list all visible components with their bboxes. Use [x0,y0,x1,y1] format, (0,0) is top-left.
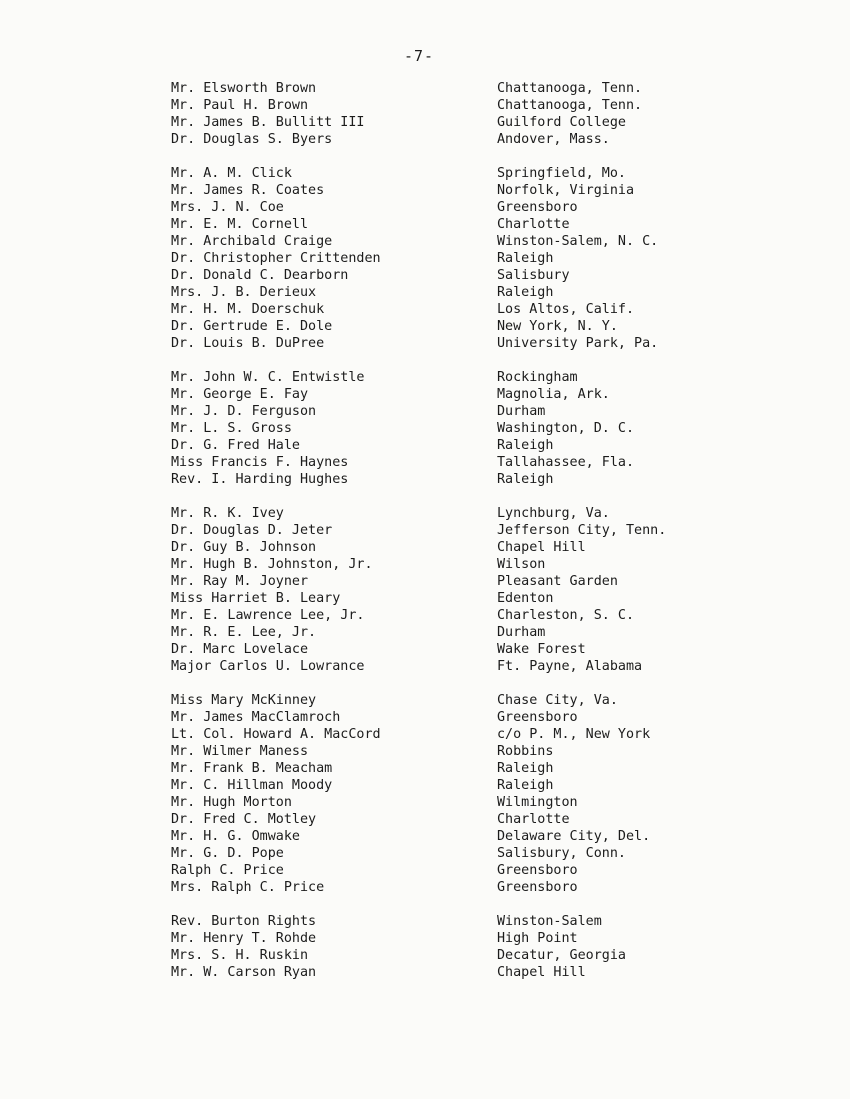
member-location: Salisbury, Conn. [497,846,626,861]
member-location: Wilson [497,557,546,572]
member-location: Decatur, Georgia [497,948,626,963]
member-location: c/o P. M., New York [497,727,651,742]
roster-entry [171,369,691,386]
member-location: Charlotte [497,217,570,232]
member-name: Mr. L. S. Gross [171,421,292,436]
member-location: Chattanooga, Tenn. [497,81,643,96]
member-name: Dr. G. Fred Hale [171,438,300,453]
roster-entry [171,862,691,879]
member-location: Raleigh [497,778,554,793]
roster-entry [171,539,691,556]
member-location: University Park, Pa. [497,336,659,351]
member-location: Chase City, Va. [497,693,618,708]
member-name: Mr. Hugh Morton [171,795,292,810]
roster-entry [171,573,691,590]
member-name: Mr. Henry T. Rohde [171,931,317,946]
member-name: Mr. John W. C. Entwistle [171,370,365,385]
member-name: Mr. James B. Bullitt III [171,115,365,130]
member-name: Major Carlos U. Lowrance [171,659,365,674]
member-name: Mrs. S. H. Ruskin [171,948,309,963]
roster-group [171,165,691,352]
roster-entry [171,947,691,964]
roster-entry [171,318,691,335]
roster-entry [171,811,691,828]
member-location: Chattanooga, Tenn. [497,98,643,113]
roster-group [171,505,691,675]
member-location: Chapel Hill [497,540,586,555]
roster-entry [171,97,691,114]
roster-group [171,913,691,981]
roster-entry [171,828,691,845]
roster-entry [171,420,691,437]
roster-entry [171,743,691,760]
member-location: Ft. Payne, Alabama [497,659,643,674]
member-name: Mr. Archibald Craige [171,234,333,249]
roster-entry [171,284,691,301]
member-location: Winston-Salem [497,914,602,929]
member-location: Greensboro [497,863,578,878]
member-name: Dr. Fred C. Motley [171,812,317,827]
member-location: Guilford College [497,115,626,130]
roster-entry [171,879,691,896]
member-name: Mr. Hugh B. Johnston, Jr. [171,557,373,572]
member-name: Mr. A. M. Click [171,166,292,181]
roster-entry [171,505,691,522]
roster-entry [171,556,691,573]
member-location: Andover, Mass. [497,132,610,147]
member-name: Mrs. J. N. Coe [171,200,284,215]
roster-entry [171,692,691,709]
roster-entry [171,471,691,488]
member-name: Rev. Burton Rights [171,914,317,929]
member-name: Mr. H. M. Doerschuk [171,302,325,317]
member-location: Magnolia, Ark. [497,387,610,402]
roster-entry [171,114,691,131]
roster-entry [171,80,691,97]
member-name: Dr. Gertrude E. Dole [171,319,333,334]
roster-entry [171,777,691,794]
member-location: Tallahassee, Fla. [497,455,635,470]
member-name: Mr. James MacClamroch [171,710,341,725]
member-name: Miss Harriet B. Leary [171,591,341,606]
member-name: Mr. Elsworth Brown [171,81,317,96]
member-name: Mr. H. G. Omwake [171,829,300,844]
member-name: Mr. R. K. Ivey [171,506,284,521]
member-name: Mr. Frank B. Meacham [171,761,333,776]
member-name: Rev. I. Harding Hughes [171,472,349,487]
member-name: Mr. R. E. Lee, Jr. [171,625,317,640]
member-location: Raleigh [497,761,554,776]
member-location: Washington, D. C. [497,421,635,436]
member-name: Dr. Guy B. Johnson [171,540,317,555]
member-location: Edenton [497,591,554,606]
member-location: Salisbury [497,268,570,283]
member-name: Mr. George E. Fay [171,387,309,402]
member-location: Lynchburg, Va. [497,506,610,521]
member-location: High Point [497,931,578,946]
member-location: Greensboro [497,200,578,215]
member-location: Rockingham [497,370,578,385]
member-location: Delaware City, Del. [497,829,651,844]
member-name: Mr. Ray M. Joyner [171,574,309,589]
roster-entry [171,301,691,318]
member-location: Greensboro [497,710,578,725]
member-location: Durham [497,404,546,419]
member-name: Mr. W. Carson Ryan [171,965,317,980]
member-name: Mr. James R. Coates [171,183,325,198]
member-roster [171,80,691,998]
member-name: Dr. Donald C. Dearborn [171,268,349,283]
roster-entry [171,590,691,607]
roster-entry [171,709,691,726]
roster-entry [171,131,691,148]
member-location: Robbins [497,744,554,759]
member-name: Dr. Marc Lovelace [171,642,309,657]
roster-entry [171,386,691,403]
roster-entry [171,454,691,471]
member-location: Los Altos, Calif. [497,302,635,317]
roster-entry [171,437,691,454]
member-name: Dr. Douglas D. Jeter [171,523,333,538]
roster-entry [171,199,691,216]
member-name: Dr. Douglas S. Byers [171,132,333,147]
member-name: Mr. G. D. Pope [171,846,284,861]
roster-entry [171,641,691,658]
roster-group [171,369,691,488]
roster-group [171,80,691,148]
roster-entry [171,267,691,284]
member-location: Raleigh [497,251,554,266]
member-location: Wilmington [497,795,578,810]
roster-entry [171,522,691,539]
roster-entry [171,335,691,352]
roster-entry [171,726,691,743]
member-name: Lt. Col. Howard A. MacCord [171,727,381,742]
member-name: Mr. E. Lawrence Lee, Jr. [171,608,365,623]
member-name: Mr. E. M. Cornell [171,217,309,232]
roster-entry [171,930,691,947]
roster-entry [171,233,691,250]
roster-group [171,692,691,896]
page-number: -7- [403,47,435,65]
roster-entry [171,760,691,777]
member-location: Charlotte [497,812,570,827]
member-location: Charleston, S. C. [497,608,635,623]
member-name: Miss Mary McKinney [171,693,317,708]
roster-entry [171,913,691,930]
member-location: Chapel Hill [497,965,586,980]
member-location: Wake Forest [497,642,586,657]
member-location: Pleasant Garden [497,574,618,589]
member-name: Mrs. Ralph C. Price [171,880,325,895]
roster-entry [171,607,691,624]
roster-entry [171,845,691,862]
member-location: Winston-Salem, N. C. [497,234,659,249]
roster-entry [171,250,691,267]
roster-entry [171,794,691,811]
member-location: Greensboro [497,880,578,895]
member-location: Springfield, Mo. [497,166,626,181]
member-location: Raleigh [497,472,554,487]
member-name: Dr. Christopher Crittenden [171,251,381,266]
member-name: Mrs. J. B. Derieux [171,285,317,300]
roster-entry [171,624,691,641]
roster-entry [171,403,691,420]
roster-entry [171,165,691,182]
member-name: Mr. J. D. Ferguson [171,404,317,419]
member-location: New York, N. Y. [497,319,618,334]
roster-entry [171,964,691,981]
roster-entry [171,182,691,199]
member-location: Raleigh [497,438,554,453]
member-location: Raleigh [497,285,554,300]
roster-entry [171,216,691,233]
roster-entry [171,658,691,675]
member-name: Mr. Paul H. Brown [171,98,309,113]
member-name: Dr. Louis B. DuPree [171,336,325,351]
member-name: Ralph C. Price [171,863,284,878]
member-location: Norfolk, Virginia [497,183,635,198]
member-name: Mr. Wilmer Maness [171,744,309,759]
member-location: Jefferson City, Tenn. [497,523,667,538]
member-location: Durham [497,625,546,640]
member-name: Mr. C. Hillman Moody [171,778,333,793]
member-name: Miss Francis F. Haynes [171,455,349,470]
